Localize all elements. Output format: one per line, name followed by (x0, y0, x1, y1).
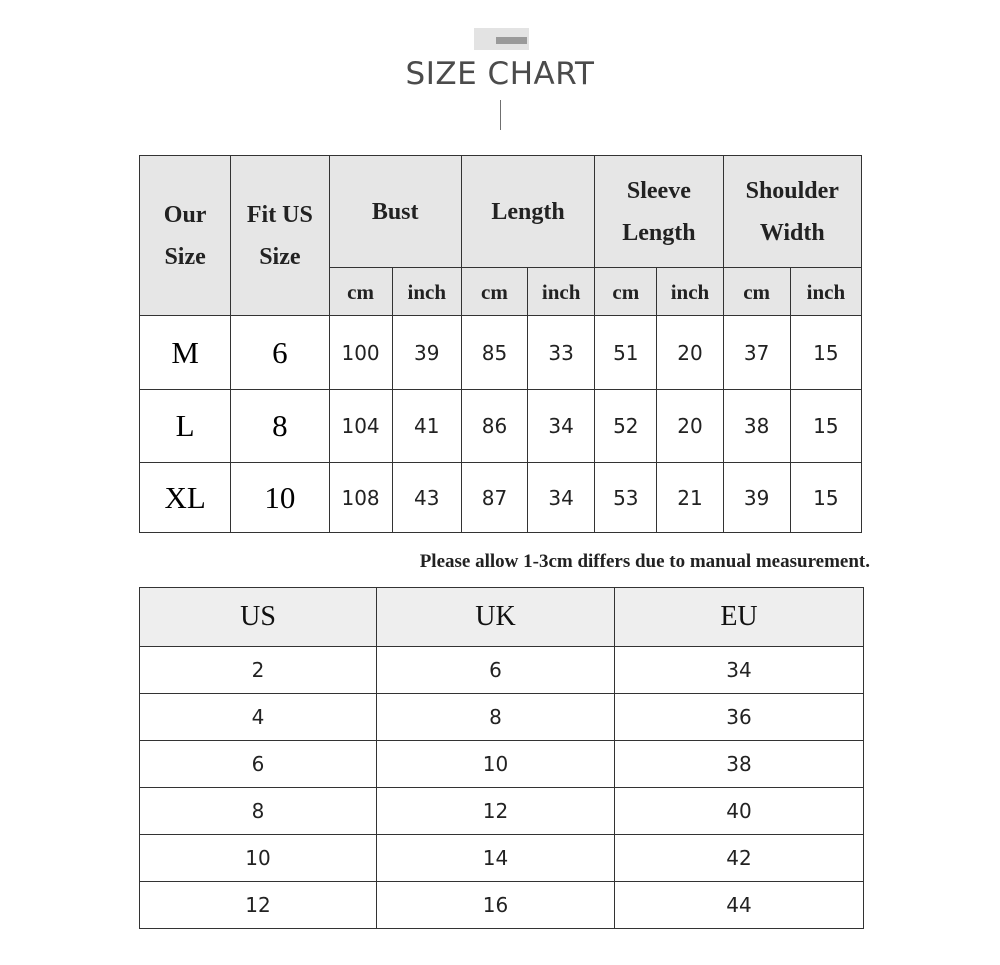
uk-cell: 6 (377, 647, 615, 694)
shoulder-cm-cell: 39 (723, 463, 790, 533)
uk-cell: 16 (377, 882, 615, 929)
table-row (140, 835, 864, 882)
our-size-cell: M (140, 316, 231, 390)
shoulder-cm-cell: 37 (723, 316, 790, 390)
eu-cell: 40 (615, 788, 864, 835)
sleeve-inch-cell: 20 (657, 316, 723, 390)
header-our-size-line2: Size (164, 243, 206, 270)
shoulder-inch-cell: 15 (790, 463, 861, 533)
uk-cell: 8 (377, 694, 615, 741)
header-sleeve-length-line1: Sleeve (626, 177, 691, 204)
header-fit-us-size (231, 156, 329, 316)
bust-inch-cell: 39 (392, 316, 461, 390)
header-shoulder-width-line1: Shoulder (745, 177, 839, 204)
unit-header-length-cm: cm (461, 268, 527, 316)
header-eu: EU (615, 588, 864, 647)
page-title: SIZE CHART (405, 56, 595, 92)
length-inch-cell: 34 (528, 463, 595, 533)
uk-cell: 12 (377, 788, 615, 835)
us-cell: 6 (140, 741, 377, 788)
sleeve-inch-cell: 21 (657, 463, 723, 533)
title-decoration-bar (496, 37, 527, 44)
length-inch-cell: 34 (528, 390, 595, 463)
uk-cell: 10 (377, 741, 615, 788)
table-row (140, 741, 864, 788)
bust-inch-cell: 41 (392, 390, 461, 463)
table-row (140, 788, 864, 835)
table-row (140, 463, 862, 533)
bust-cm-cell: 108 (329, 463, 392, 533)
header-bust: Bust (329, 156, 461, 268)
header-length: Length (461, 156, 594, 268)
our-size-cell: L (140, 390, 231, 463)
table-row (140, 694, 864, 741)
unit-header-shoulder-inch: inch (790, 268, 861, 316)
header-our-size (140, 156, 231, 316)
header-shoulder-width (723, 156, 861, 268)
header-sleeve-length-line2: Length (622, 219, 696, 246)
eu-cell: 34 (615, 647, 864, 694)
table-row (140, 647, 864, 694)
header-our-size-line1: Our (163, 201, 207, 228)
header-sleeve-length (595, 156, 723, 268)
bust-cm-cell: 104 (329, 390, 392, 463)
bust-cm-cell: 100 (329, 316, 392, 390)
size-chart-table (139, 155, 862, 533)
unit-header-sleeve-inch: inch (657, 268, 723, 316)
length-inch-cell: 33 (528, 316, 595, 390)
table-row (140, 390, 862, 463)
us-size-cell: 10 (231, 463, 329, 533)
table-row (140, 316, 862, 390)
header-fit-us-size-line1: Fit US (246, 201, 313, 228)
unit-header-sleeve-cm: cm (595, 268, 657, 316)
us-cell: 8 (140, 788, 377, 835)
us-cell: 12 (140, 882, 377, 929)
header-shoulder-width-line2: Width (759, 219, 825, 246)
header-us: US (140, 588, 377, 647)
us-cell: 2 (140, 647, 377, 694)
size-conversion-table (139, 587, 864, 929)
unit-header-bust-cm: cm (329, 268, 392, 316)
eu-cell: 38 (615, 741, 864, 788)
table-row (140, 882, 864, 929)
our-size-cell: XL (140, 463, 231, 533)
unit-header-length-inch: inch (528, 268, 595, 316)
us-size-cell: 6 (231, 316, 329, 390)
bust-inch-cell: 43 (392, 463, 461, 533)
unit-header-shoulder-cm: cm (723, 268, 790, 316)
title-divider-line (500, 100, 501, 130)
us-cell: 10 (140, 835, 377, 882)
eu-cell: 44 (615, 882, 864, 929)
eu-cell: 42 (615, 835, 864, 882)
length-cm-cell: 85 (461, 316, 527, 390)
us-size-cell: 8 (231, 390, 329, 463)
header-uk: UK (377, 588, 615, 647)
sleeve-cm-cell: 51 (595, 316, 657, 390)
uk-cell: 14 (377, 835, 615, 882)
length-cm-cell: 86 (461, 390, 527, 463)
eu-cell: 36 (615, 694, 864, 741)
shoulder-inch-cell: 15 (790, 390, 861, 463)
sleeve-inch-cell: 20 (657, 390, 723, 463)
sleeve-cm-cell: 53 (595, 463, 657, 533)
shoulder-inch-cell: 15 (790, 316, 861, 390)
header-fit-us-size-line2: Size (259, 243, 301, 270)
us-cell: 4 (140, 694, 377, 741)
shoulder-cm-cell: 38 (723, 390, 790, 463)
measurement-note: Please allow 1-3cm differs due to manual measurement. (419, 551, 870, 572)
sleeve-cm-cell: 52 (595, 390, 657, 463)
unit-header-bust-inch: inch (392, 268, 461, 316)
length-cm-cell: 87 (461, 463, 527, 533)
